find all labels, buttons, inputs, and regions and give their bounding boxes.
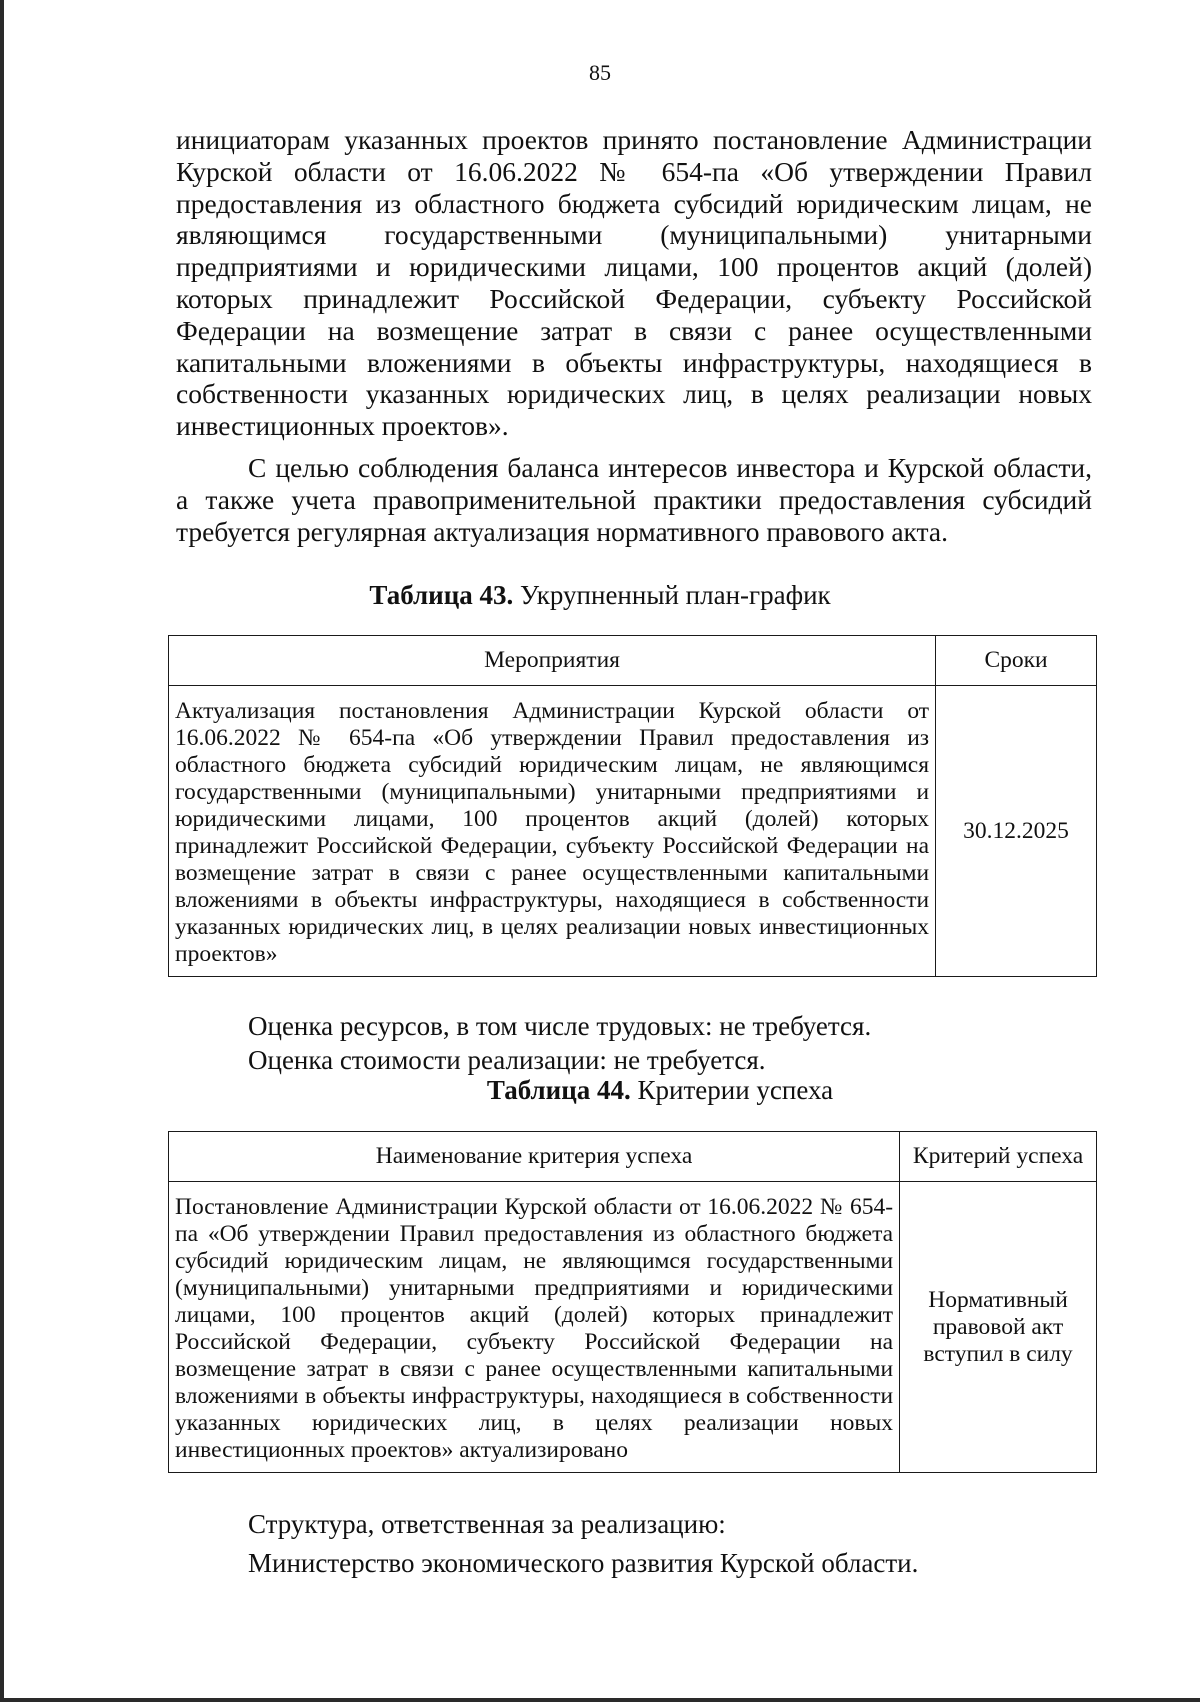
table-44-caption	[0, 1075, 1200, 1106]
page-number: 85	[589, 60, 611, 85]
paragraph-balance-of-interests: С целью соблюдения баланса интересов инвестора и Курской области, а также учета правоприменительной практики предоставления субсидий требуется регулярная актуализация нормативного правового акта.	[176, 452, 1092, 547]
table-header-cell: Мероприятия	[169, 636, 936, 686]
table-header-row	[169, 636, 1097, 686]
responsible-structure-label: Структура, ответственная за реализацию:	[248, 1509, 726, 1539]
table-43-caption-number: Таблица 43.	[369, 580, 514, 610]
table-row	[169, 1182, 1097, 1473]
table-header-cell: Наименование критерия успеха	[169, 1132, 900, 1182]
table-43-caption-title: Укрупненный план-график	[513, 580, 831, 610]
criterion-result-cell: Нормативный правовой акт вступил в силу	[900, 1182, 1097, 1473]
table-44-caption-title: Критерии успеха	[630, 1075, 834, 1105]
table-header-row	[169, 1132, 1097, 1182]
table-43-caption	[0, 580, 1200, 611]
deadline-cell: 30.12.2025	[936, 686, 1097, 977]
scan-border-bottom	[0, 1698, 1200, 1702]
scan-border-left	[0, 0, 4, 1702]
table-header-cell: Сроки	[936, 636, 1097, 686]
responsible-structure-value: Министерство экономического развития Курской области.	[248, 1548, 919, 1578]
table-row	[169, 686, 1097, 977]
event-description-cell: Актуализация постановления Администрации Курской области от 16.06.2022 № 654-па «Об утверждении Правил предоставления из областного бюджета субсидий юридическим лицам, не являющимся государственными (муниципальными) унитарными предприятиями и юридическими лицами, 100 процентов акций (долей) которых принадлежит Российской Федерации, субъекту Российской Федерации на возмещение затрат в связи с ранее осуществленными капитальными вложениями в объекты инфраструктуры, находящиеся в собственности указанных юридических лиц, в целях реализации новых инвестиционных проектов»	[169, 686, 936, 977]
table-43-schedule	[168, 635, 1097, 977]
cost-assessment: Оценка стоимости реализации: не требуется.	[248, 1045, 766, 1075]
table-header-cell: Критерий успеха	[900, 1132, 1097, 1182]
criterion-name-cell: Постановление Администрации Курской области от 16.06.2022 № 654-па «Об утверждении Правил предоставления из областного бюджета субсидий юридическим лицам, не являющимся государственными (муниципальными) унитарными предприятиями и юридическими лицами, 100 процентов акций (долей) которых принадлежит Российской Федерации, субъекту Российской Федерации на возмещение затрат в связи с ранее осуществленными капитальными вложениями в объекты инфраструктуры, находящиеся в собственности указанных юридических лиц, в целях реализации новых инвестиционных проектов» актуализировано	[169, 1182, 900, 1473]
table-44-success-criteria	[168, 1131, 1097, 1473]
resources-assessment: Оценка ресурсов, в том числе трудовых: не требуется.	[248, 1011, 872, 1041]
table-44-caption-number: Таблица 44.	[486, 1075, 631, 1105]
paragraph-initiators: инициаторам указанных проектов принято постановление Администрации Курской области от 16.06.2022 № 654-па «Об утверждении Правил предоставления из областного бюджета субсидий юридическим лицам, не являющимся государственными (муниципальными) унитарными предприятиями и юридическими лицами, 100 процентов акций (долей) которых принадлежит Российской Федерации, субъекту Российской Федерации на возмещение затрат в связи с ранее осуществленными капитальными вложениями в объекты инфраструктуры, находящиеся в собственности указанных юридических лиц, в целях реализации новых инвестиционных проектов».	[176, 124, 1092, 442]
